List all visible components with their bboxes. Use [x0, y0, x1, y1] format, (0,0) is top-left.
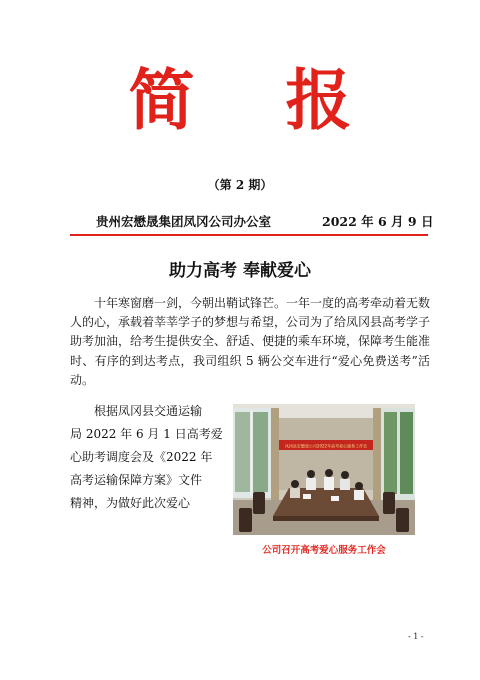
- issue-date: 2022 年 6 月 9 日: [322, 214, 434, 229]
- meeting-photo: [233, 404, 415, 535]
- masthead-title: 简 报: [128, 62, 386, 139]
- issuing-organization: 贵州宏懋晟集团凤冈公司办公室: [96, 214, 272, 229]
- paragraph-line: 精神，为做好此次爱心: [70, 496, 191, 510]
- issue-number: （第 2 期）: [207, 178, 273, 192]
- article-paragraph-wrapped: [70, 400, 228, 515]
- page-number: - 1 -: [408, 632, 424, 641]
- paragraph-line: 心助考调度会及《2022 年: [70, 450, 213, 464]
- article-headline: 助力高考 奉献爱心: [169, 261, 311, 281]
- paragraph-line: 根据凤冈县交通运输: [94, 404, 203, 418]
- photo-caption: 公司召开高考爱心服务工作会: [262, 545, 386, 556]
- paragraph-line: 局 2022 年 6 月 1 日高考爱: [70, 427, 223, 441]
- photo-banner-text: 凤冈县宏懋晟公司2022年高考爱心服务工作会: [284, 443, 368, 449]
- header-divider: [70, 234, 428, 236]
- paragraph-line: 高考运输保障方案》文件: [70, 473, 203, 487]
- article-paragraph: 十年寒窗磨一剑，今朝出鞘试锋芒。一年一度的高考牵动着无数人的心，承载着莘莘学子的梦想与希望，公司为了给凤冈县高考学子助考加油，给考生提供安全、舒适、便捷的乘车环境，保障考生能准时、有序的到达考点，我司组织 5 辆公交车进行“爱心免费送考”活动。: [70, 296, 431, 387]
